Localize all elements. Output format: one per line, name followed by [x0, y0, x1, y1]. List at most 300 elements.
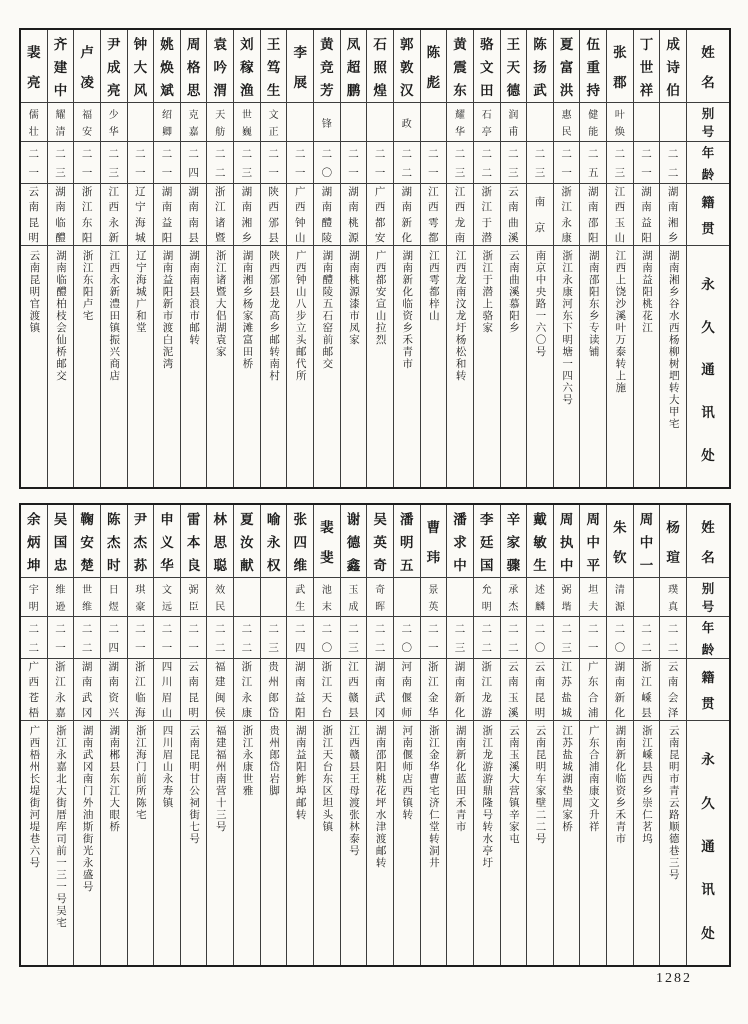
person-column [21, 505, 48, 965]
person-age: 二 二 [21, 617, 47, 659]
person-age: 二 一 [74, 142, 100, 184]
person-address-text: 云南昆明市青云路顺德巷三号 [667, 725, 679, 881]
person-column [421, 30, 448, 487]
person-address [207, 246, 233, 487]
person-name: 尹 成 亮 [101, 30, 127, 103]
person-name: 吴 国 忠 [48, 505, 74, 578]
person-column [527, 505, 554, 965]
person-column [287, 505, 314, 965]
person-alias [261, 578, 287, 617]
person-name: 刘 稼 渔 [234, 30, 260, 103]
person-age: 二 一 [341, 142, 367, 184]
person-alias: 惠 民 [554, 103, 580, 142]
person-origin: 陕 西 邠 县 [261, 184, 287, 246]
person-age: 二 〇 [314, 617, 340, 659]
person-address-text: 江西龙南汶龙圩杨松和转 [454, 250, 466, 382]
person-address-text: 陕西邠县龙高乡邮转南村 [268, 250, 280, 382]
header-age-label: 年 龄 [687, 617, 729, 659]
person-age: 二 一 [287, 142, 313, 184]
person-address-text: 浙江永嘉北大街厝库司前一三一号吴宅 [54, 725, 66, 929]
person-origin: 湖 南 益 阳 [287, 659, 313, 721]
table-header-column [687, 505, 729, 965]
person-origin: 浙 江 诸 暨 [207, 184, 233, 246]
person-address [580, 246, 606, 487]
person-origin: 浙 江 于 潜 [474, 184, 500, 246]
header-name-label: 姓 名 [687, 505, 729, 578]
person-address-text: 浙江海门前所陈宅 [134, 725, 146, 821]
person-age: 二 一 [261, 142, 287, 184]
header-origin-label: 籍 贯 [687, 184, 729, 246]
person-alias [367, 103, 393, 142]
header-address-label: 永 久 通 讯 处 [701, 276, 715, 464]
person-address [314, 721, 340, 965]
person-column [367, 505, 394, 965]
person-origin: 湖 南 益 阳 [154, 184, 180, 246]
person-address [154, 246, 180, 487]
person-name: 夏 汝 献 [234, 505, 260, 578]
person-column [48, 30, 75, 487]
person-origin: 江 西 玉 山 [607, 184, 633, 246]
person-column [527, 30, 554, 487]
person-name: 潘 明 五 [394, 505, 420, 578]
person-age: 二 一 [367, 142, 393, 184]
person-address [234, 721, 260, 965]
person-name: 陈 杰 时 [101, 505, 127, 578]
person-alias: 日 煜 [101, 578, 127, 617]
person-column [634, 505, 661, 965]
person-age: 二 〇 [394, 617, 420, 659]
person-address-text: 浙江龙游游鼎隆号转水亭圩 [481, 725, 493, 869]
person-address [660, 721, 686, 965]
person-origin: 浙 江 嵊 县 [634, 659, 660, 721]
person-name: 林 思 聪 [207, 505, 233, 578]
person-address-text: 湖南益阳鲊埠邮转 [294, 725, 306, 821]
person-address-text: 湖南武冈南门外油斯街光永盛号 [81, 725, 93, 893]
person-alias: 叶 焕 [607, 103, 633, 142]
person-column [128, 30, 155, 487]
person-age: 二 一 [21, 142, 47, 184]
person-column [181, 30, 208, 487]
header-address-label: 永 久 通 讯 处 [701, 752, 715, 941]
person-address-text: 福建福州南营十三号 [214, 725, 226, 833]
person-address [74, 721, 100, 965]
person-origin: 四 川 眉 山 [154, 659, 180, 721]
person-name: 周 中 一 [634, 505, 660, 578]
person-age: 二 四 [101, 617, 127, 659]
person-name: 余 炳 坤 [21, 505, 47, 578]
person-age: 二 一 [128, 142, 154, 184]
person-origin: 湖 南 益 阳 [634, 184, 660, 246]
person-column [154, 30, 181, 487]
person-alias: 武 生 [287, 578, 313, 617]
person-age: 二 三 [234, 142, 260, 184]
person-age: 二 三 [101, 142, 127, 184]
person-origin: 云 南 昆 明 [527, 659, 553, 721]
person-name: 喻 永 权 [261, 505, 287, 578]
person-age: 二 三 [447, 617, 473, 659]
person-alias: 坦 夫 [580, 578, 606, 617]
person-name: 曹 玮 [421, 505, 447, 578]
person-name: 戴 敏 生 [527, 505, 553, 578]
person-alias: 璞 真 [660, 578, 686, 617]
person-age: 二 二 [660, 142, 686, 184]
person-address [181, 246, 207, 487]
person-address [447, 246, 473, 487]
person-age: 二 一 [154, 617, 180, 659]
person-origin: 云 南 昆 明 [21, 184, 47, 246]
person-name: 吴 英 奇 [367, 505, 393, 578]
person-alias: 宇 明 [21, 578, 47, 617]
person-name: 姚 焕 斌 [154, 30, 180, 103]
person-age: 二 二 [367, 617, 393, 659]
person-address-text: 湖南益阳桃花江 [641, 250, 653, 334]
person-address [287, 721, 313, 965]
person-address-text: 广西都安宣山拉烈 [374, 250, 386, 346]
person-address-text: 南京中央路一六〇号 [534, 250, 546, 358]
person-origin: 浙 江 永 嘉 [48, 659, 74, 721]
person-column [634, 30, 661, 487]
person-age: 二 三 [341, 617, 367, 659]
person-address [48, 721, 74, 965]
person-name: 成 诗 伯 [660, 30, 686, 103]
person-origin: 湖 南 新 化 [607, 659, 633, 721]
person-column [74, 30, 101, 487]
person-column [128, 505, 155, 965]
header-age-label: 年 龄 [687, 142, 729, 184]
person-alias: 效 民 [207, 578, 233, 617]
person-address-text: 湖南临醴柏枝会仙桥邮交 [54, 250, 66, 382]
person-column [660, 30, 687, 487]
person-alias [234, 578, 260, 617]
person-alias [634, 578, 660, 617]
person-name: 袁 吟 渭 [207, 30, 233, 103]
person-column [394, 505, 421, 965]
person-alias: 耀 华 [447, 103, 473, 142]
person-alias [634, 103, 660, 142]
person-alias: 清 源 [607, 578, 633, 617]
person-address [554, 721, 580, 965]
person-name: 裴 斐 [314, 505, 340, 578]
person-origin: 江 西 雩 都 [421, 184, 447, 246]
person-name: 尹 杰 荪 [128, 505, 154, 578]
person-address [287, 246, 313, 487]
person-origin: 浙 江 永 康 [234, 659, 260, 721]
person-alias: 世 巍 [234, 103, 260, 142]
person-alias: 少 华 [101, 103, 127, 142]
person-alias: 维 逊 [48, 578, 74, 617]
person-name: 郭 敦 汉 [394, 30, 420, 103]
person-origin: 江 西 龙 南 [447, 184, 473, 246]
person-address-text: 湖南益阳新市渡白泥湾 [161, 250, 173, 370]
person-column [607, 505, 634, 965]
person-age: 二 二 [207, 617, 233, 659]
person-origin: 广 西 都 安 [367, 184, 393, 246]
person-name: 周 格 思 [181, 30, 207, 103]
person-origin: 湖 南 武 冈 [74, 659, 100, 721]
person-age: 二 二 [234, 617, 260, 659]
person-origin: 湖 南 南 县 [181, 184, 207, 246]
person-age: 二 三 [607, 142, 633, 184]
person-address [474, 721, 500, 965]
person-address [314, 246, 340, 487]
person-alias: 弼 臣 [181, 578, 207, 617]
person-origin: 湖 南 武 冈 [367, 659, 393, 721]
person-origin: 江 苏 盐 城 [554, 659, 580, 721]
person-age: 二 三 [261, 617, 287, 659]
person-origin: 河 南 偃 师 [394, 659, 420, 721]
person-address [207, 721, 233, 965]
person-column [554, 505, 581, 965]
person-address-text: 浙江金华曹宅济仁堂转洞井 [427, 725, 439, 869]
person-address [367, 246, 393, 487]
person-alias: 文 远 [154, 578, 180, 617]
person-origin: 云 南 昆 明 [181, 659, 207, 721]
person-column [101, 505, 128, 965]
person-address-text: 江西永新澧田镇振兴商店 [108, 250, 120, 382]
person-address [501, 246, 527, 487]
person-name: 李 廷 国 [474, 505, 500, 578]
person-address-text: 云南昆明甘公祠街七号 [188, 725, 200, 845]
person-address-text: 广西梧州长堤街河堤巷六号 [28, 725, 40, 869]
person-name: 王 笃 生 [261, 30, 287, 103]
person-name: 鞠 安 楚 [74, 505, 100, 578]
person-address [128, 721, 154, 965]
person-origin: 浙 江 东 阳 [74, 184, 100, 246]
person-column [580, 30, 607, 487]
person-age: 二 一 [154, 142, 180, 184]
person-name: 周 执 中 [554, 505, 580, 578]
person-address-text: 贵州郎岱岩脚 [268, 725, 280, 797]
person-column [261, 505, 288, 965]
person-address-text: 四川眉山永寿镇 [161, 725, 173, 809]
person-alias: 承 杰 [501, 578, 527, 617]
person-age: 二 四 [181, 142, 207, 184]
person-column [207, 505, 234, 965]
person-alias: 世 维 [74, 578, 100, 617]
person-address [341, 246, 367, 487]
person-age: 二 一 [421, 617, 447, 659]
person-address-text: 湖南郴县东江大眼桥 [108, 725, 120, 833]
person-name: 周 中 平 [580, 505, 606, 578]
person-name: 杨 瑄 [660, 505, 686, 578]
person-column [21, 30, 48, 487]
person-alias [341, 103, 367, 142]
person-name: 朱 钦 [607, 505, 633, 578]
person-address-text: 浙江永康河东下明塘一四六号 [561, 250, 573, 406]
directory-table-top [19, 28, 731, 489]
person-address-text: 江苏盐城湖垫周家桥 [561, 725, 573, 833]
person-column [607, 30, 634, 487]
person-alias: 天 舫 [207, 103, 233, 142]
person-address-text: 云南昆明官渡镇 [28, 250, 40, 334]
header-alias-label: 别 号 [687, 103, 729, 142]
person-alias: 福 安 [74, 103, 100, 142]
person-address [234, 246, 260, 487]
person-column [660, 505, 687, 965]
person-address [421, 721, 447, 965]
person-name: 谢 德 鑫 [341, 505, 367, 578]
person-age: 二 二 [660, 617, 686, 659]
person-age: 二 三 [501, 142, 527, 184]
person-alias [527, 103, 553, 142]
person-origin: 广 东 合 浦 [580, 659, 606, 721]
person-address-text: 浙江永康世雅 [241, 725, 253, 797]
person-column [341, 30, 368, 487]
person-name: 王 天 德 [501, 30, 527, 103]
person-address-text: 湖南湘乡谷水西杨柳树垇转大甲宅 [667, 250, 679, 430]
person-age: 二 一 [554, 142, 580, 184]
person-address-text: 云南昆明车家壁二二号 [534, 725, 546, 845]
person-column [554, 30, 581, 487]
person-address [634, 246, 660, 487]
person-column [181, 505, 208, 965]
person-address [128, 246, 154, 487]
person-age: 二 二 [394, 142, 420, 184]
person-origin: 湖 南 桃 源 [341, 184, 367, 246]
person-alias: 健 能 [580, 103, 606, 142]
person-address [74, 246, 100, 487]
person-age: 二 二 [474, 142, 500, 184]
person-age: 二 〇 [314, 142, 340, 184]
person-address [341, 721, 367, 965]
person-address [367, 721, 393, 965]
person-origin: 广 西 钟 山 [287, 184, 313, 246]
person-name: 张 郡 [607, 30, 633, 103]
person-alias: 琪 豪 [128, 578, 154, 617]
person-address-text: 云南玉溪大营镇辛家屯 [507, 725, 519, 845]
page-number: 1282 [656, 971, 692, 986]
person-address-text: 浙江东阳卢宅 [81, 250, 93, 322]
person-alias: 儒 壮 [21, 103, 47, 142]
person-address-text: 河南偃师店西镇转 [401, 725, 413, 821]
person-address-text: 湖南邵阳桃花坪水津渡邮转 [374, 725, 386, 869]
person-address [501, 721, 527, 965]
person-address [554, 246, 580, 487]
person-address [21, 246, 47, 487]
person-address-text: 湖南桃源漆市凤家 [348, 250, 359, 346]
person-age: 二 〇 [527, 617, 553, 659]
person-age: 二 一 [634, 142, 660, 184]
person-address [580, 721, 606, 965]
header-name-label: 姓 名 [687, 30, 729, 103]
directory-table-bottom [19, 503, 731, 967]
person-name: 丁 世 祥 [634, 30, 660, 103]
person-alias: 玉 成 [341, 578, 367, 617]
person-name: 钟 大 风 [128, 30, 154, 103]
person-address-text: 湖南新化临资乡禾青市 [614, 725, 626, 845]
person-address [660, 246, 686, 487]
person-column [101, 30, 128, 487]
person-column [207, 30, 234, 487]
person-alias: 润 甫 [501, 103, 527, 142]
person-origin: 湖 南 湘 乡 [234, 184, 260, 246]
person-origin: 云 南 曲 溪 [501, 184, 527, 246]
person-origin: 南 京 [527, 184, 553, 246]
person-name: 潘 求 中 [447, 505, 473, 578]
person-address [154, 721, 180, 965]
person-address [607, 246, 633, 487]
person-origin: 辽 宁 海 城 [128, 184, 154, 246]
person-address-text: 湖南邵阳东乡专读铺 [587, 250, 599, 358]
person-name: 石 照 煌 [367, 30, 393, 103]
person-address [101, 246, 127, 487]
person-address-text: 江西上饶沙溪叶万泰转上施 [614, 250, 626, 394]
person-alias [287, 103, 313, 142]
person-alias: 文 正 [261, 103, 287, 142]
person-address-text: 湖南南县浪市邮转 [188, 250, 200, 346]
person-origin: 福 建 闽 侯 [207, 659, 233, 721]
person-address-text: 辽宁海城广和堂 [134, 250, 146, 334]
person-origin: 贵 州 郎 岱 [261, 659, 287, 721]
person-age: 二 一 [128, 617, 154, 659]
person-alias [394, 578, 420, 617]
person-address [21, 721, 47, 965]
person-age: 二 三 [447, 142, 473, 184]
person-address-text: 云南曲溪慕阳乡 [507, 250, 519, 334]
person-address-text: 浙江天台东区坦头镇 [321, 725, 333, 833]
person-column [287, 30, 314, 487]
person-column [474, 30, 501, 487]
person-address-text: 广东合浦南康文升祥 [587, 725, 599, 833]
person-alias: 述 麟 [527, 578, 553, 617]
person-alias [128, 103, 154, 142]
person-origin: 浙 江 天 台 [314, 659, 340, 721]
person-name: 辛 家 骤 [501, 505, 527, 578]
person-age: 二 二 [74, 617, 100, 659]
person-column [341, 505, 368, 965]
person-origin: 广 西 苍 梧 [21, 659, 47, 721]
person-address [607, 721, 633, 965]
person-alias [447, 578, 473, 617]
person-address [527, 246, 553, 487]
person-column [580, 505, 607, 965]
person-age: 二 一 [48, 617, 74, 659]
person-address [181, 721, 207, 965]
person-age: 二 〇 [607, 617, 633, 659]
person-origin: 湖 南 新 化 [447, 659, 473, 721]
header-alias-label: 别 号 [687, 578, 729, 617]
person-alias: 锋 [314, 103, 340, 142]
person-alias [660, 103, 686, 142]
person-alias: 石 亭 [474, 103, 500, 142]
person-column [234, 505, 261, 965]
person-name: 陈 扬 武 [527, 30, 553, 103]
person-age: 二 一 [421, 142, 447, 184]
person-alias: 政 [394, 103, 420, 142]
person-age: 二 五 [580, 142, 606, 184]
person-column [74, 505, 101, 965]
person-address [421, 246, 447, 487]
person-age: 二 二 [207, 142, 233, 184]
person-name: 凤 超 鹏 [341, 30, 367, 103]
person-column [154, 505, 181, 965]
person-age: 二 一 [580, 617, 606, 659]
person-age: 二 三 [527, 142, 553, 184]
person-age: 二 二 [634, 617, 660, 659]
person-address [261, 246, 287, 487]
person-alias: 克 嘉 [181, 103, 207, 142]
person-origin: 浙 江 永 康 [554, 184, 580, 246]
person-address-text: 湖南新化临资乡禾青市 [401, 250, 413, 370]
person-name: 黄 竞 芳 [314, 30, 340, 103]
person-name: 张 四 维 [287, 505, 313, 578]
person-address [447, 721, 473, 965]
person-name: 夏 富 洪 [554, 30, 580, 103]
person-origin: 浙 江 龙 游 [474, 659, 500, 721]
person-origin: 浙 江 临 海 [128, 659, 154, 721]
person-column [234, 30, 261, 487]
person-address-text: 湖南新化蓝田禾青市 [454, 725, 466, 833]
